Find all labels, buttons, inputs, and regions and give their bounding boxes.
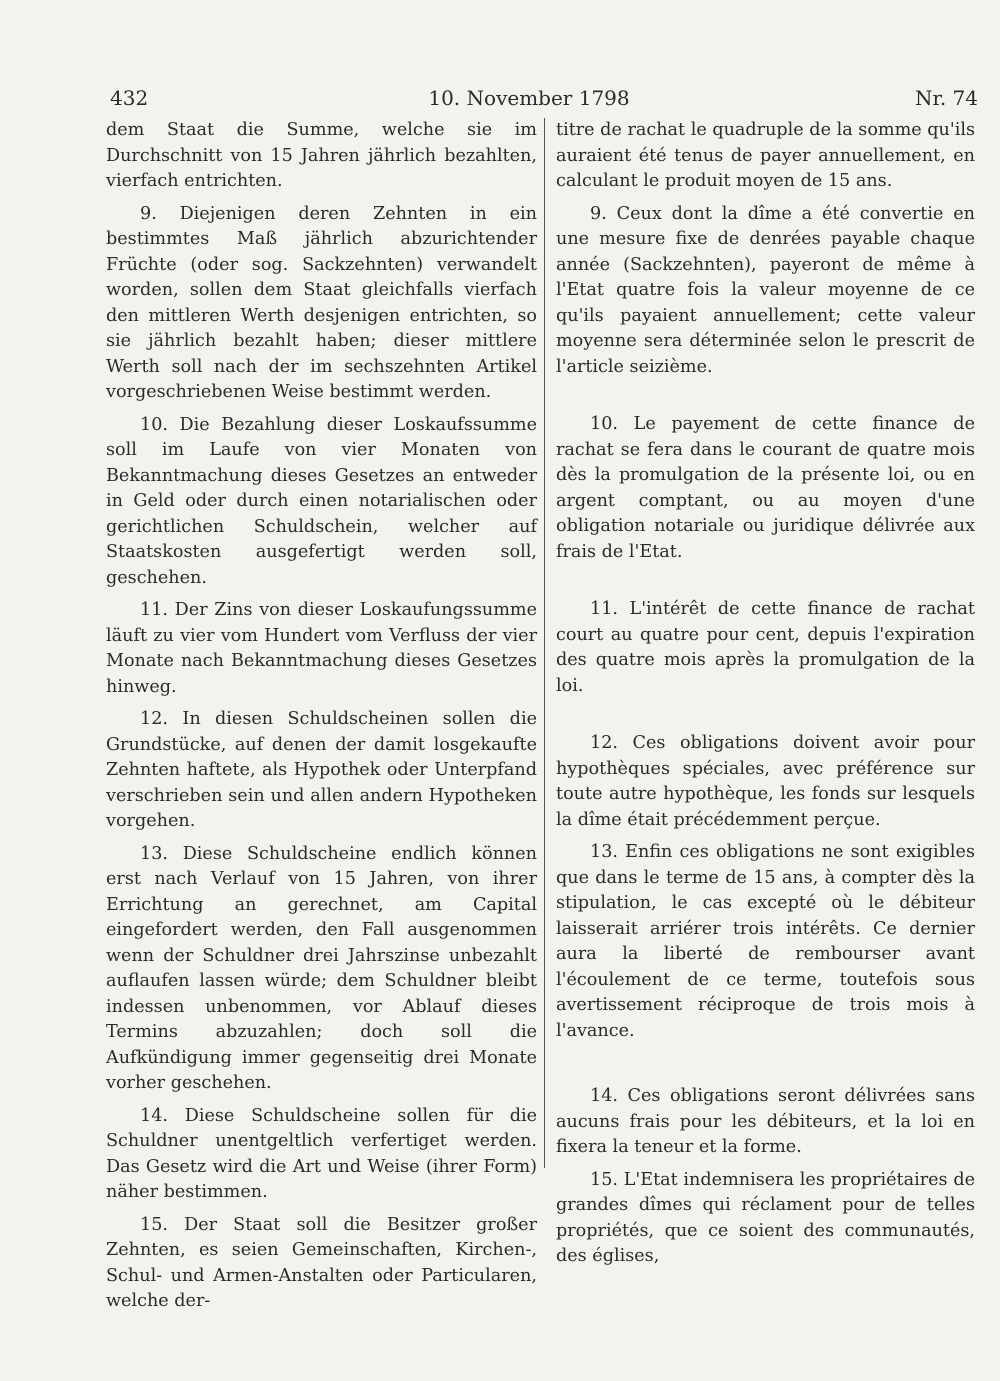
french-article-15: 15. L'Etat indemnisera les propriétaires de grandes dîmes qui réclament pour de telles propriétés, que ce soient des communautés, des églises, <box>556 1169 975 1266</box>
german-article-10: 10. Die Bezahlung dieser Loskaufssumme soll im Laufe von vier Monaten von Bekanntmachung dieses Gesetzes an entweder in Geld oder durch einen notarialischen oder gerichtlichen Schuldschein, welcher auf Staatskosten ausgefertigt werden soll, geschehen. <box>106 414 537 588</box>
german-article-9: 9. Diejenigen deren Zehnten in ein bestimmtes Maß jährlich abzurichtender Früchte (oder sog. Sackzehnten) verwandelt worden, sollen dem Staat gleichfalls vierfach den mittleren Werth desjenigen entrichten, so sie jährlich bezahlt haben; dieser mittlere Werth soll nach der im sechszehnten Artikel vorgeschriebenen Weise bestimmt werden. <box>106 203 537 402</box>
french-article-11: 11. L'intérêt de cette finance de rachat court au quatre pour cent, depuis l'expiration des quatre mois après la promulgation de la loi. <box>556 599 975 696</box>
german-article-13: 13. Diese Schuldscheine endlich können erst nach Verlauf von 15 Jahren, von ihrer Errichtung an gerechnet, am Capital eingefordert werden, den Fall ausgenommen wenn der Schuldner drei Jahrszinse unbezahlt auflaufen lassen würde; dem Schuldner bleibt indessen unbenommen, vor Ablauf dieses Termins abzuzahlen; doch soll die Aufkündigung immer gegenseitig drei Monate vorher geschehen. <box>106 843 537 1093</box>
page-date: 10. November 1798 <box>428 86 630 110</box>
german-article-14: 14. Diese Schuldscheine sollen für die Schuldner unentgeltlich verfertiget werden. Das Gesetz wird die Art und Weise (ihrer Form) näher bestimmen. <box>106 1105 537 1202</box>
french-column <box>556 118 975 1270</box>
french-article-13: 13. Enfin ces obligations ne sont exigibles que dans le terme de 15 ans, à compter dès la stipulation, le cas excepté où le débiteur laisserait arriérer trois intérêts. Ce dernier aura la liberté de rembourser avant l'écoulement de ce terme, toutefois sous avertissement réciproque de trois mois à l'avance. <box>556 842 975 1041</box>
column-divider <box>544 118 545 1168</box>
french-article-9: 9. Ceux dont la dîme a été convertie en une mesure fixe de denrées payable chaque année (Sackzehnten), payeront de même à l'Etat quatre fois la valeur moyenne de ce qu'ils payaient annuellement; cette valeur moyenne sera déterminée selon le prescrit de l'article seizième. <box>556 203 975 377</box>
document-number: Nr. 74 <box>914 86 978 110</box>
german-article-11: 11. Der Zins von dieser Loskaufungssumme läuft zu vier vom Hundert vom Verfluss der vier Monate nach Bekanntmachung dieses Gesetzes hinweg. <box>106 600 537 697</box>
french-article-14: 14. Ces obligations seront délivrées sans aucuns frais pour les débiteurs, et la loi en fixera la teneur et la forme. <box>556 1086 975 1157</box>
page-number: 432 <box>110 86 149 110</box>
french-article-12: 12. Ces obligations doivent avoir pour hypothèques spéciales, avec préférence sur toute autre hypothèque, les fonds sur lesquels la dîme était précédemment perçue. <box>556 733 975 830</box>
french-article-10: 10. Le payement de cette finance de rachat se fera dans le courant de quatre mois dès la promulgation de la présente loi, ou en argent comptant, ou au moyen d'une obligation notariale ou juridique délivrée aux frais de l'Etat. <box>556 414 975 562</box>
german-paragraph-continuation: dem Staat die Summe, welche sie im Durchschnitt von 15 Jahren jährlich bezahlten, vierfach entrichten. <box>106 120 537 191</box>
page-header <box>110 86 978 116</box>
french-paragraph-continuation: titre de rachat le quadruple de la somme qu'ils auraient été tenus de payer annuellement, en calculant le produit moyen de 15 ans. <box>556 120 975 191</box>
german-column <box>106 118 537 1315</box>
german-article-15: 15. Der Staat soll die Besitzer großer Zehnten, es seien Gemeinschaften, Kirchen-, Schul- und Armen-Anstalten oder Particularen, welche der- <box>106 1214 537 1311</box>
german-article-12: 12. In diesen Schuldscheinen sollen die Grundstücke, auf denen der damit losgekaufte Zehnten haftete, als Hypothek oder Unterpfand verschrieben sein und allen andern Hypotheken vorgehen. <box>106 709 537 831</box>
